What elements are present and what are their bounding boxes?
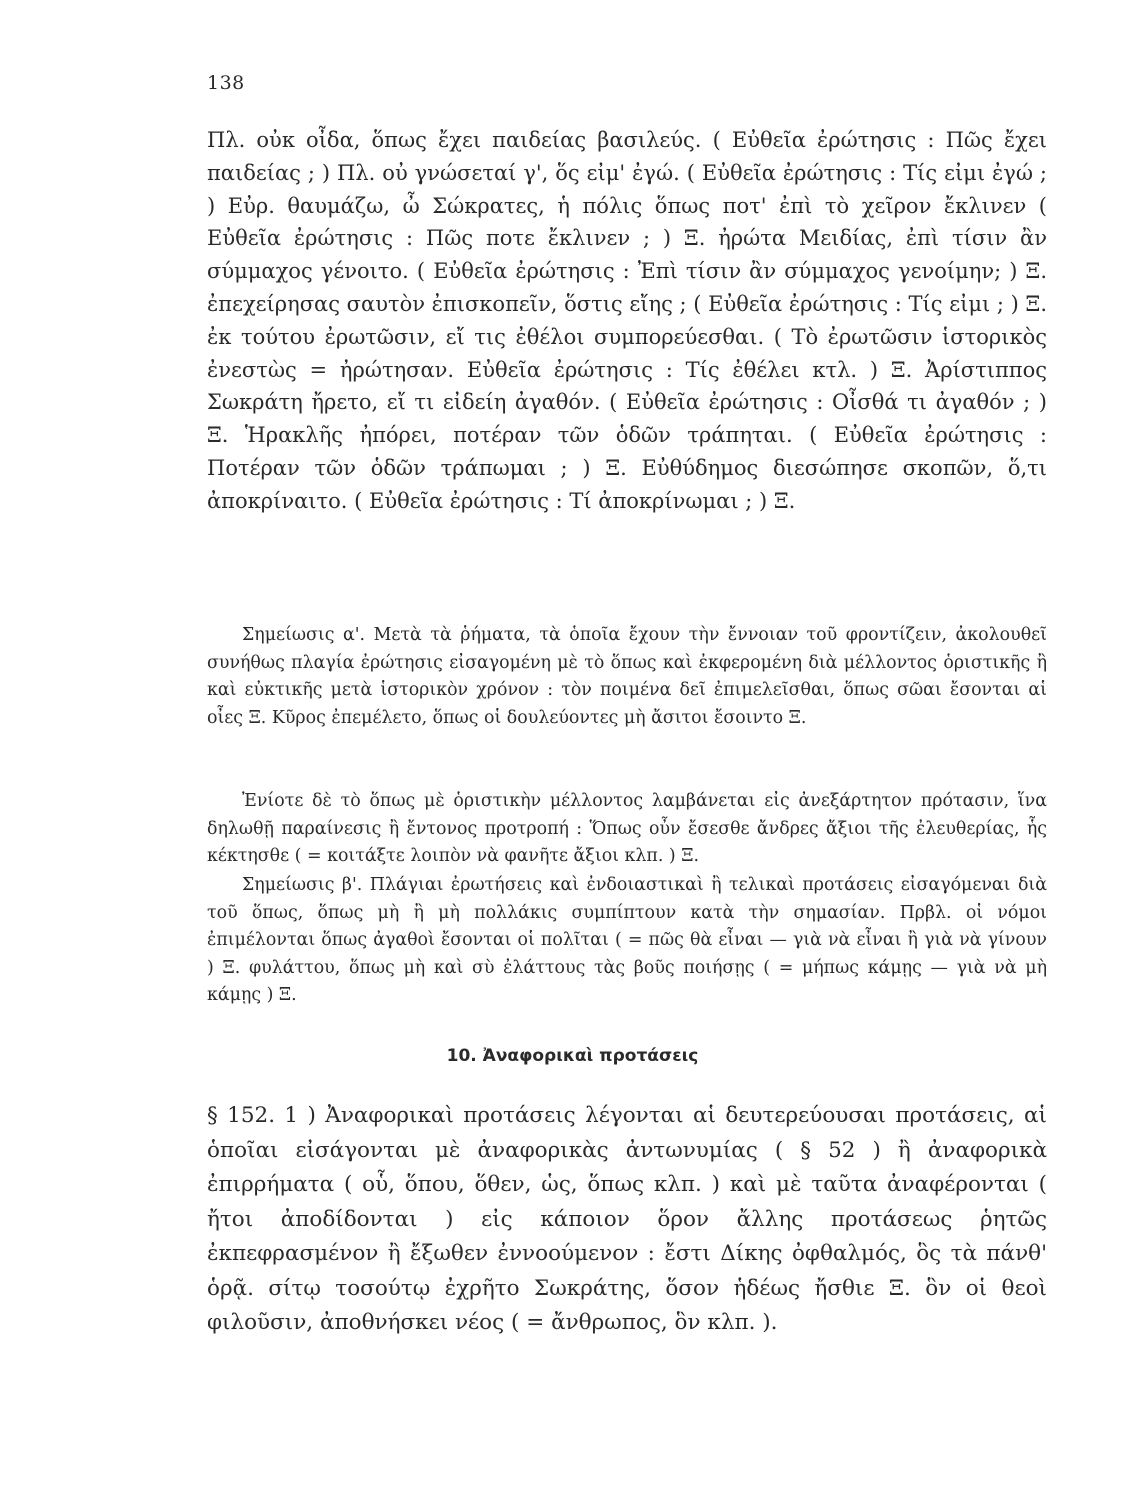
note-3 (207, 872, 1047, 1010)
note-3-text: Σημείωσις β'. Πλάγιαι ἐρωτήσεις καὶ ἐνδοιαστικαὶ ἢ τελικαὶ προτάσεις εἰσαγόμεναι διὰ τοῦ ὅπως, ὅπως μὴ ἢ μὴ πολλάκις συμπίπτουν κατὰ τὴν σημασίαν. Πρβλ. οἱ νόμοι ἐπιμέλονται ὅπως ἀγαθοὶ ἔσονται οἱ πολῖται ( = πῶς θὰ εἶναι — γιὰ νὰ εἶναι ἢ γιὰ νὰ γίνουν ) Ξ. φυλάττου, ὅπως μὴ καὶ σὺ ἐλάττους τὰς βοῦς ποιήσῃς ( = μήπως κάμῃς — γιὰ νὰ μὴ κάμῃς ) Ξ. (207, 875, 1047, 1006)
main-paragraph: Πλ. οὐκ οἶδα, ὅπως ἔχει παιδείας βασιλεύς. ( Εὐθεῖα ἐρώτησις : Πῶς ἔχει παιδείας ; ) Πλ. οὐ γνώσεταί γ', ὅς εἰμ' ἐγώ. ( Εὐθεῖα ἐρώτησις : Τίς εἰμι ἐγώ ; ) Εὐρ. θαυμάζω, ὦ Σώκρατες, ἡ πόλις ὅπως ποτ' ἐπὶ τὸ χεῖρον ἔκλινεν ( Εὐθεῖα ἐρώτησις : Πῶς ποτε ἔκλινεν ; ) Ξ. ἠρώτα Μειδίας, ἐπὶ τίσιν ἂν σύμμαχος γένοιτο. ( Εὐθεῖα ἐρώτησις : Ἐπὶ τίσιν ἂν σύμμαχος γενοίμην; ) Ξ. ἐπεχείρησας σαυτὸν ἐπισκοπεῖν, ὅστις εἴης ; ( Εὐθεῖα ἐρώτησις : Τίς εἰμι ; ) Ξ. ἐκ τούτου ἐρωτῶσιν, εἴ τις ἐθέλοι συμπορεύεσθαι. ( Τὸ ἐρωτῶσιν ἱστορικὸς ἐνεστὼς = ἠρώτησαν. Εὐθεῖα ἐρώτησις : Τίς ἐθέλει κτλ. ) Ξ. Ἀρίστιππος Σωκράτη ἤρετο, εἴ τι εἰδείη ἀγαθόν. ( Εὐθεῖα ἐρώτησις : Οἶσθά τι ἀγαθόν ; ) Ξ. Ἡρακλῆς ἠπόρει, ποτέραν τῶν ὁδῶν τράπηται. ( Εὐθεῖα ἐρώτησις : Ποτέραν τῶν ὁδῶν τράπωμαι ; ) Ξ. Εὐθύδημος διεσώπησε σκοπῶν, ὅ,τι ἀποκρίναιτο. ( Εὐθεῖα ἐρώτησις : Τί ἀποκρίνωμαι ; ) Ξ. (207, 128, 1047, 513)
page-number: 138 (207, 72, 245, 94)
paragraph-152: § 152. 1 ) Ἀναφορικαὶ προτάσεις λέγονται αἱ δευτερεύουσαι προτάσεις, αἱ ὁποῖαι εἰσάγονται μὲ ἀναφορικὰς ἀντωνυμίας ( § 52 ) ἢ ἀναφορικὰ ἐπιρρήματα ( οὗ, ὅπου, ὅθεν, ὡς, ὅπως κλπ. ) καὶ μὲ ταῦτα ἀναφέρονται ( ἤτοι ἀποδίδονται ) εἰς κάποιον ὅρον ἄλλης προτάσεως ῥητῶς ἐκπεφρασμένον ἢ ἔξωθεν ἐννοούμενον : ἔστι Δίκης ὀφθαλμός, ὃς τὰ πάνθ' ὁρᾷ. σίτῳ τοσούτῳ ἐχρῆτο Σωκράτης, ὅσον ἡδέως ἤσθιε Ξ. ὃν οἱ θεοὶ φιλοῦσιν, ἀποθνήσκει νέος ( = ἄνθρωπος, ὃν κλπ. ). (207, 1103, 1047, 1335)
section-heading: 10. Ἀναφορικαὶ προτάσεις (446, 1046, 699, 1066)
note-1 (207, 622, 1047, 732)
note-1-text: Σημείωσις α'. Μετὰ τὰ ῥήματα, τὰ ὁποῖα ἔχουν τὴν ἔννοιαν τοῦ φροντίζειν, ἀκολουθεῖ συνήθως πλαγία ἐρώτησις εἰσαγομένη μὲ τὸ ὅπως καὶ ἐκφερομένη διὰ μέλλοντος ὁριστικῆς ἢ καὶ εὐκτικῆς μετὰ ἱστορικὸν χρόνον : τὸν ποιμένα δεῖ ἐπιμελεῖσθαι, ὅπως σῶαι ἔσονται αἱ οἶες Ξ. Κῦρος ἐπεμέλετο, ὅπως οἱ δουλεύοντες μὴ ἄσιτοι ἔσοιντο Ξ. (207, 625, 1047, 728)
note-2 (207, 788, 1047, 871)
note-2-text: Ἐνίοτε δὲ τὸ ὅπως μὲ ὁριστικὴν μέλλοντος λαμβάνεται εἰς ἀνεξάρτητον πρότασιν, ἵνα δηλωθῇ παραίνεσις ἢ ἔντονος προτροπή : Ὅπως οὖν ἔσεσθε ἄνδρες ἄξιοι τῆς ἐλευθερίας, ἧς κέκτησθε ( = κοιτάξτε λοιπὸν νὰ φανῆτε ἄξιοι κλπ. ) Ξ. (207, 791, 1047, 867)
